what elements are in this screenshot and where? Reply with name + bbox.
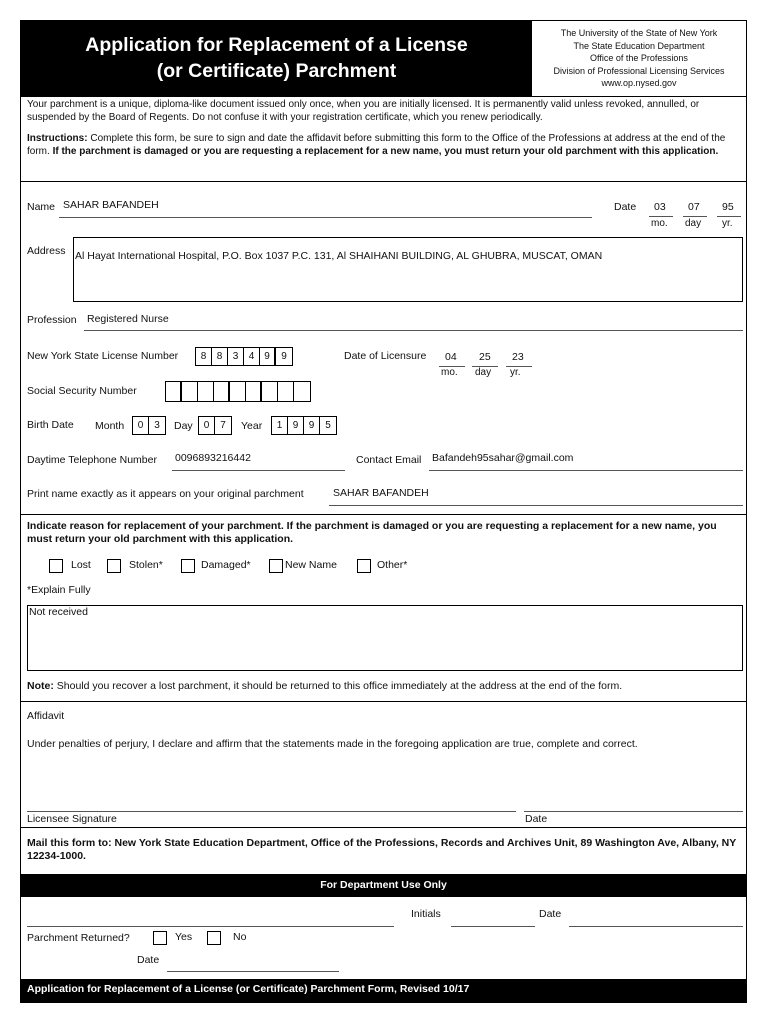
licensure-month-value[interactable]: 04	[445, 351, 457, 363]
form-title-block	[21, 21, 532, 96]
divider	[21, 701, 746, 702]
license-digit: 3	[228, 348, 244, 365]
date-day-value[interactable]: 07	[688, 201, 700, 213]
ssn-digit	[246, 382, 262, 401]
birth-month-boxes[interactable]	[132, 416, 166, 435]
divider	[21, 827, 746, 828]
agency-line: The University of the State of New York	[560, 28, 718, 38]
explain-label: *Explain Fully	[27, 584, 91, 596]
agency-line: Division of Professional Licensing Services	[553, 65, 725, 76]
damaged-checkbox[interactable]	[181, 559, 195, 573]
agency-line: Office of the Professions	[590, 53, 688, 63]
print-name-value[interactable]: SAHAR BAFANDEH	[333, 487, 429, 499]
license-digit: 4	[244, 348, 260, 365]
application-form	[20, 20, 747, 1003]
birth-day-digit: 7	[220, 420, 226, 431]
print-name-underline	[329, 505, 743, 506]
note-body: Should you recover a lost parchment, it should be returned to this office immediately at the address at the end of the form.	[53, 680, 623, 692]
licensure-day-value[interactable]: 25	[479, 351, 491, 363]
lost-label: Lost	[71, 559, 91, 571]
signature-label: Licensee Signature	[27, 813, 117, 825]
instructions-body: Complete this form, be sure to sign and date the affidavit before submitting this form to the Office of the Professions at address at the end of the form.	[27, 133, 726, 157]
signature-line[interactable]	[27, 811, 516, 812]
date-label: Date	[614, 201, 637, 213]
name-value[interactable]: SAHAR BAFANDEH	[63, 199, 159, 211]
divider	[21, 514, 746, 515]
date-day-underline	[683, 216, 707, 217]
mail-instructions: Mail this form to: New York State Education Department, Office of the Professions, Records and Archives Unit, 89 Washington Ave, Albany, NY 12234-1000.	[27, 837, 737, 862]
other-checkbox[interactable]	[357, 559, 371, 573]
license-digit: 8	[196, 348, 212, 365]
ssn-digit	[182, 382, 198, 401]
yr-caption: yr.	[722, 218, 733, 229]
licensure-date-label: Date of Licensure	[344, 350, 427, 362]
phone-label: Daytime Telephone Number	[27, 454, 157, 466]
date-year-value[interactable]: 95	[722, 201, 734, 213]
birth-day-label: Day	[174, 420, 193, 432]
other-label: Other*	[377, 559, 408, 571]
birth-year-label: Year	[241, 420, 263, 432]
name-underline	[59, 217, 592, 218]
address-value: Al Hayat International Hospital, P.O. Box 1037 P.C. 131, Al SHAIHANI BUILDING, AL GHUBRA, MUSCAT, OMAN	[75, 250, 603, 262]
affidavit-date-line[interactable]	[524, 811, 743, 812]
dept-use-title: For Department Use Only	[320, 879, 447, 891]
ssn-digit	[198, 382, 214, 401]
licensure-mo-caption: mo.	[441, 367, 458, 378]
ssn-digit	[262, 382, 278, 401]
date-year-underline	[717, 216, 741, 217]
note-text	[27, 680, 742, 693]
returned-date-line[interactable]	[167, 971, 339, 972]
ssn-boxes[interactable]	[165, 381, 311, 402]
dept-name-line[interactable]	[27, 926, 394, 927]
license-digit: 9	[281, 351, 287, 362]
agency-website: www.op.nysed.gov	[601, 78, 677, 88]
birth-year-digit: 1	[272, 417, 288, 434]
affidavit-date-label: Date	[525, 813, 548, 825]
ssn-digit	[230, 382, 246, 401]
date-month-underline	[649, 216, 673, 217]
address-box[interactable]	[73, 237, 743, 302]
stolen-label: Stolen*	[129, 559, 163, 571]
email-value[interactable]: Bafandeh95sahar@gmail.com	[432, 452, 574, 464]
dept-use-band	[21, 874, 746, 897]
license-label: New York State License Number	[27, 350, 179, 362]
day-caption: day	[685, 218, 702, 229]
ssn-digit	[166, 382, 182, 401]
divider	[21, 96, 746, 97]
date-month-value[interactable]: 03	[654, 201, 666, 213]
email-label: Contact Email	[356, 454, 422, 466]
lost-checkbox[interactable]	[49, 559, 63, 573]
footer-band	[21, 979, 746, 1002]
footer-text: Application for Replacement of a License (or Certificate) Parchment Form, Revised 10/17	[27, 983, 470, 995]
birth-date-label: Birth Date	[27, 419, 74, 431]
birth-year-boxes[interactable]	[271, 416, 337, 435]
licensure-year-value[interactable]: 23	[512, 351, 524, 363]
instructions-text	[27, 133, 742, 158]
profession-value[interactable]: Registered Nurse	[87, 313, 169, 325]
returned-no-label: No	[233, 931, 247, 943]
returned-date-label: Date	[137, 954, 160, 966]
profession-underline	[84, 330, 743, 331]
ssn-digit	[278, 382, 294, 401]
affidavit-text: Under penalties of perjury, I declare and affirm that the statements made in the foregoing application are true, complete and correct.	[27, 738, 638, 750]
returned-label: Parchment Returned?	[27, 932, 130, 944]
birth-year-digit: 9	[304, 417, 320, 434]
initials-line[interactable]	[451, 926, 535, 927]
mo-caption: mo.	[651, 218, 668, 229]
ssn-digit	[294, 382, 310, 401]
print-name-label: Print name exactly as it appears on your original parchment	[27, 488, 304, 500]
divider	[21, 181, 746, 182]
birth-year-digit: 5	[325, 420, 331, 431]
license-digit: 8	[212, 348, 228, 365]
email-underline	[429, 470, 743, 471]
stolen-checkbox[interactable]	[107, 559, 121, 573]
dept-date-label: Date	[539, 908, 562, 920]
birth-month-digit: 3	[154, 420, 160, 431]
agency-line: The State Education Department	[573, 40, 705, 51]
licensure-day-caption: day	[475, 367, 492, 378]
intro-text: Your parchment is a unique, diploma-like document issued only once, when you are initially licensed. It is permanently valid unless revoked, annulled, or suspended by the Board of Regents. Do not confuse it with your registration certificate, which you renew periodically.	[27, 99, 700, 123]
damaged-label: Damaged*	[201, 559, 251, 571]
phone-underline	[172, 470, 345, 471]
license-digit: 9	[260, 348, 276, 365]
returned-yes-checkbox[interactable]	[153, 931, 167, 945]
initials-label: Initials	[411, 908, 441, 920]
instructions-label: Instructions:	[27, 133, 88, 144]
instructions-bold: If the parchment is damaged or you are requesting a replacement for a new name, you must return your old parchment with this application.	[52, 145, 719, 157]
birth-day-digit: 0	[199, 417, 215, 434]
returned-yes-label: Yes	[175, 931, 193, 943]
returned-no-checkbox[interactable]	[207, 931, 221, 945]
explain-value: Not received	[29, 606, 88, 618]
form-title-line2: (or Certificate) Parchment	[156, 60, 397, 82]
profession-label: Profession	[27, 314, 77, 326]
ssn-label: Social Security Number	[27, 385, 137, 397]
ssn-digit	[214, 382, 230, 401]
new-name-checkbox[interactable]	[269, 559, 283, 573]
explain-box[interactable]	[27, 605, 743, 671]
new-name-label: New Name	[285, 559, 337, 571]
reason-heading: Indicate reason for replacement of your parchment. If the parchment is damaged or you are requesting a replacement for a new name, you must return your old parchment with this application.	[27, 520, 717, 545]
address-label: Address	[27, 245, 66, 257]
form-title-line1: Application for Replacement of a License	[85, 34, 468, 56]
birth-month-digit: 0	[133, 417, 149, 434]
licensure-yr-caption: yr.	[510, 367, 521, 378]
phone-value[interactable]: 0096893216442	[175, 452, 251, 464]
birth-day-boxes[interactable]	[198, 416, 232, 435]
birth-month-label: Month	[95, 420, 125, 432]
agency-block	[532, 21, 746, 96]
birth-year-digit: 9	[288, 417, 304, 434]
affidavit-title: Affidavit	[27, 710, 65, 722]
dept-date-line[interactable]	[569, 926, 743, 927]
license-number-boxes[interactable]	[195, 347, 293, 366]
name-label: Name	[27, 201, 56, 213]
note-label: Note:	[27, 680, 54, 692]
